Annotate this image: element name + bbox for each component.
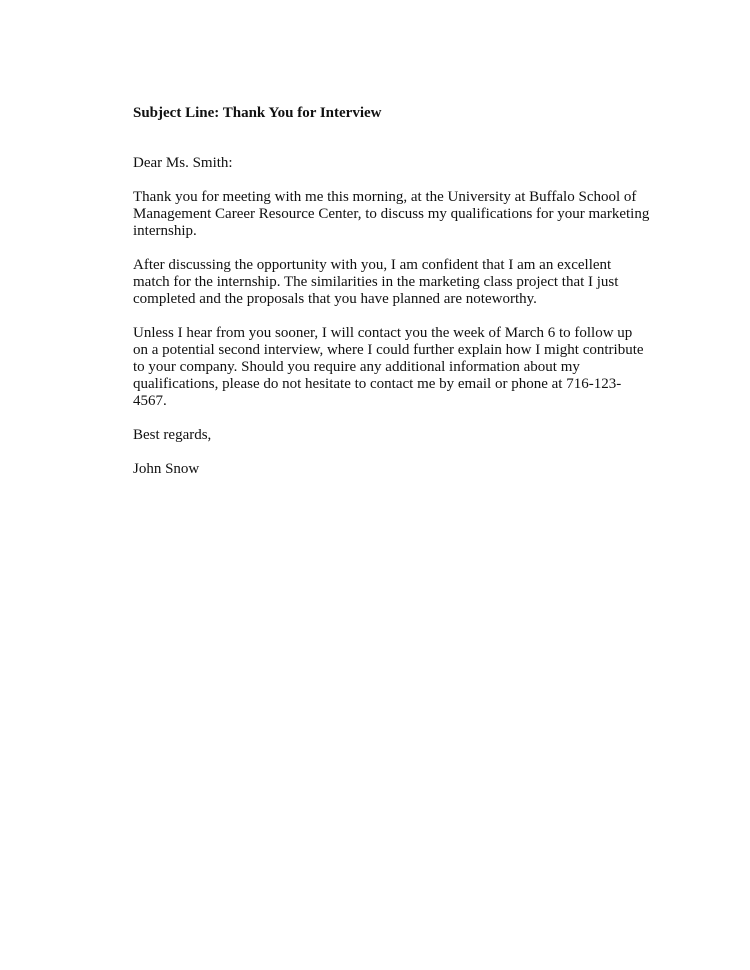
salutation: Dear Ms. Smith: (133, 155, 233, 171)
paragraph-line: Unless I hear from you sooner, I will contact you the week of March 6 to follow up (133, 325, 633, 341)
paragraph-line: to your company. Should you require any additional information about my (133, 359, 580, 375)
paragraph-line: After discussing the opportunity with you, I am confident that I am an excellent (133, 257, 612, 273)
subject-line: Subject Line: Thank You for Interview (133, 105, 382, 121)
paragraph-line: match for the internship. The similarities in the marketing class project that I just (133, 274, 619, 290)
closing: Best regards, (133, 427, 212, 443)
paragraph-line: qualifications, please do not hesitate to contact me by email or phone at 716-123- (133, 376, 622, 392)
paragraph-line: internship. (133, 223, 197, 239)
paragraph-line: Thank you for meeting with me this morning, at the University at Buffalo School of (133, 189, 637, 205)
paragraph-line: on a potential second interview, where I could further explain how I might contribute (133, 342, 644, 358)
paragraph-line: 4567. (133, 393, 167, 409)
paragraph-line: Management Career Resource Center, to discuss my qualifications for your marketing (133, 206, 650, 222)
signature: John Snow (133, 461, 200, 477)
paragraph-line: completed and the proposals that you have planned are noteworthy. (133, 291, 537, 307)
